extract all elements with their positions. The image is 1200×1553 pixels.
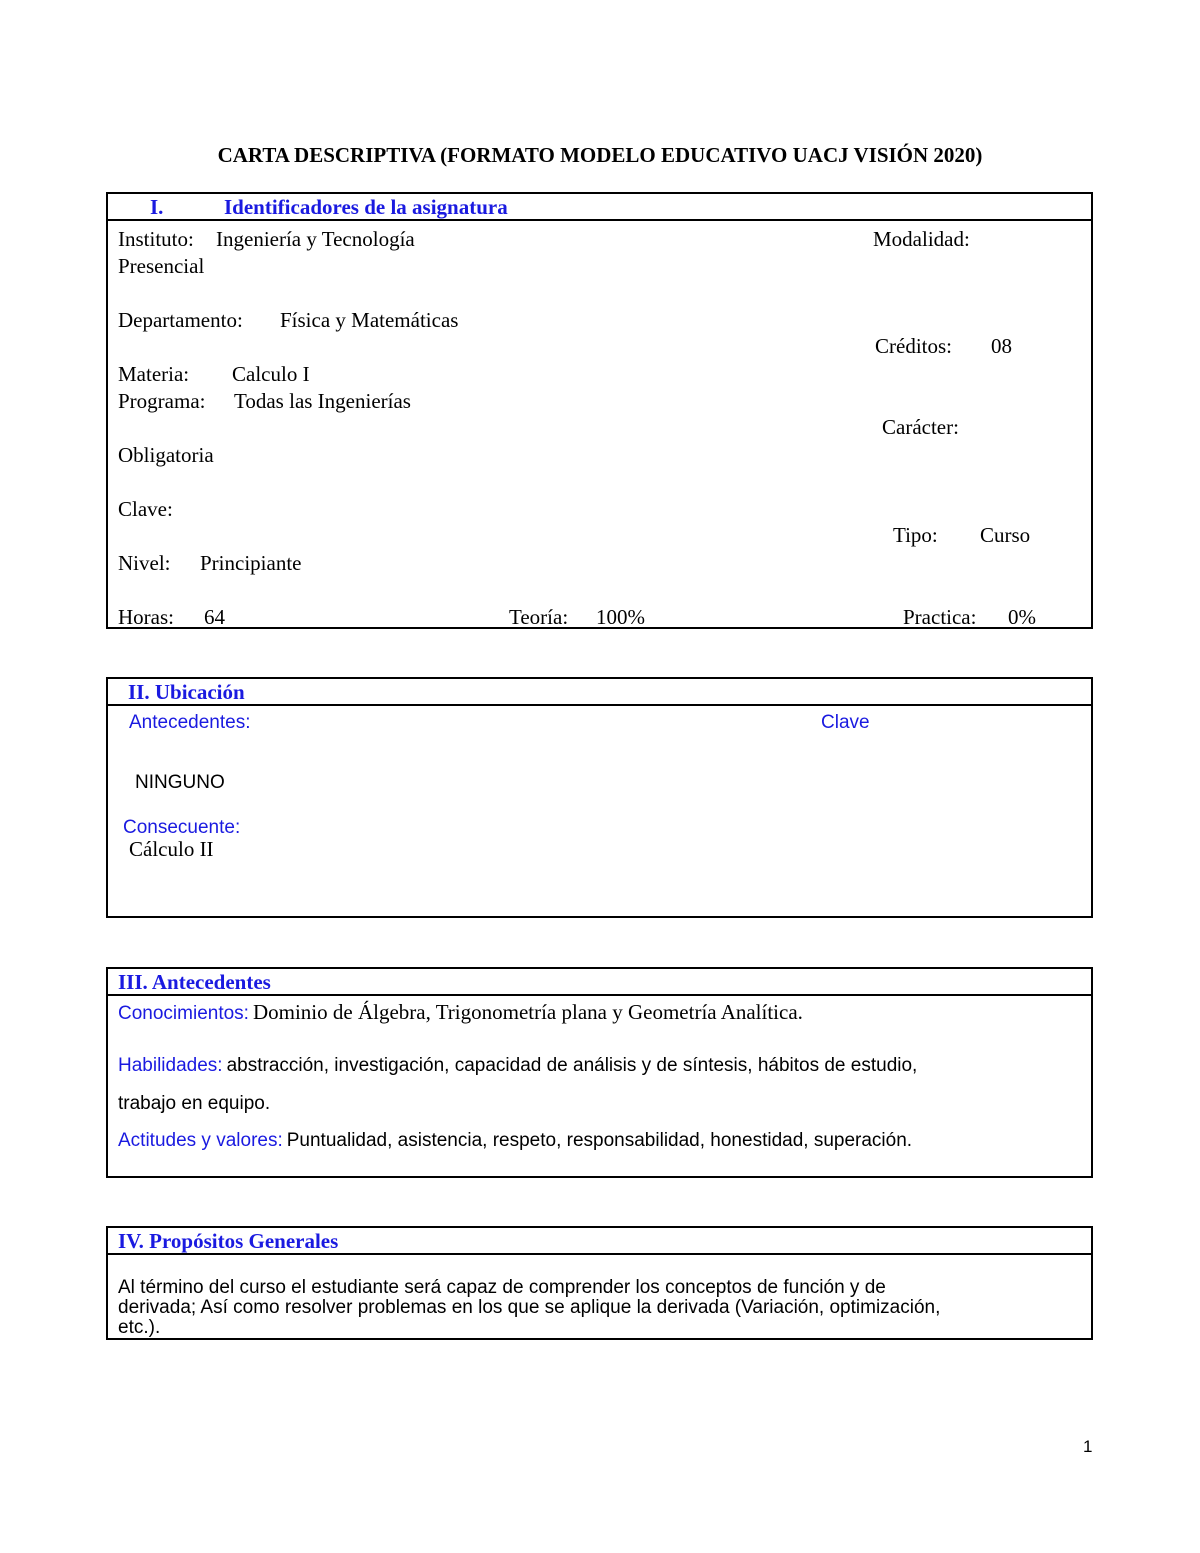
actitudes-label: Actitudes y valores: <box>118 1130 283 1151</box>
programa-value: Todas las Ingenierías <box>234 389 411 413</box>
programa-label: Programa: <box>118 389 206 413</box>
propositos-line3: etc.). <box>118 1317 161 1338</box>
page-number: 1 <box>1083 1437 1093 1456</box>
practica-label: Practica: <box>903 605 977 629</box>
section-ubicacion <box>106 677 1093 918</box>
tipo-label: Tipo: <box>893 523 938 547</box>
section-number: I. <box>150 195 164 219</box>
actitudes-row <box>118 1130 912 1152</box>
creditos-value: 08 <box>991 334 1012 358</box>
caracter-label: Carácter: <box>882 415 959 439</box>
section-antecedentes <box>106 967 1093 1178</box>
section-identificadores <box>106 192 1093 629</box>
caracter-value: Obligatoria <box>118 443 214 467</box>
document-title: CARTA DESCRIPTIVA (FORMATO MODELO EDUCATIVO UACJ VISIÓN 2020) <box>217 143 983 167</box>
nivel-label: Nivel: <box>118 551 171 575</box>
practica-value: 0% <box>1008 605 1036 629</box>
modalidad-value: Presencial <box>118 254 205 278</box>
tipo-value: Curso <box>980 523 1031 547</box>
instituto-value: Ingeniería y Tecnología <box>216 227 415 251</box>
antecedentes-label: Antecedentes: <box>129 712 251 733</box>
consecuente-value: Cálculo II <box>129 837 214 861</box>
antecedentes-value: NINGUNO <box>135 772 225 793</box>
section-header <box>108 679 1091 706</box>
section-propositos <box>106 1226 1093 1340</box>
habilidades-value-line2: trabajo en equipo. <box>118 1093 271 1114</box>
conocimientos-value: Dominio de Álgebra, Trigonometría plana y Geometría Analítica. <box>252 1000 803 1024</box>
teoria-value: 100% <box>596 605 645 629</box>
nivel-value: Principiante <box>200 551 302 575</box>
section-title: II. Ubicación <box>128 680 245 704</box>
consecuente-label: Consecuente: <box>123 817 241 838</box>
departamento-label: Departamento: <box>118 308 243 332</box>
clave-label: Clave: <box>118 497 173 521</box>
section-header <box>108 194 1091 221</box>
section-header <box>108 969 1091 996</box>
section-title: Identificadores de la asignatura <box>224 195 508 219</box>
propositos-line1: Al término del curso el estudiante será capaz de comprender los conceptos de función y de <box>118 1277 886 1298</box>
instituto-label: Instituto: <box>118 227 194 251</box>
section-title: III. Antecedentes <box>118 970 271 994</box>
habilidades-label: Habilidades: <box>118 1055 223 1076</box>
creditos-label: Créditos: <box>875 334 952 358</box>
actitudes-value: Puntualidad, asistencia, respeto, responsabilidad, honestidad, superación. <box>286 1130 913 1151</box>
section-title: IV. Propósitos Generales <box>118 1229 339 1253</box>
propositos-line2: derivada; Así como resolver problemas en los que se aplique la derivada (Variación, optimización, <box>118 1297 941 1318</box>
section-header <box>108 1228 1091 1255</box>
materia-value: Calculo I <box>232 362 310 386</box>
habilidades-row <box>118 1055 917 1077</box>
modalidad-label: Modalidad: <box>873 227 970 251</box>
teoria-label: Teoría: <box>509 605 569 629</box>
conocimientos-row <box>118 1000 803 1025</box>
departamento-value: Física y Matemáticas <box>280 308 459 332</box>
clave-label: Clave <box>821 712 870 733</box>
conocimientos-label: Conocimientos: <box>118 1003 249 1024</box>
materia-label: Materia: <box>118 362 190 386</box>
horas-label: Horas: <box>118 605 174 629</box>
habilidades-value-line1: abstracción, investigación, capacidad de análisis y de síntesis, hábitos de estudio, <box>226 1055 918 1076</box>
horas-value: 64 <box>204 605 225 629</box>
